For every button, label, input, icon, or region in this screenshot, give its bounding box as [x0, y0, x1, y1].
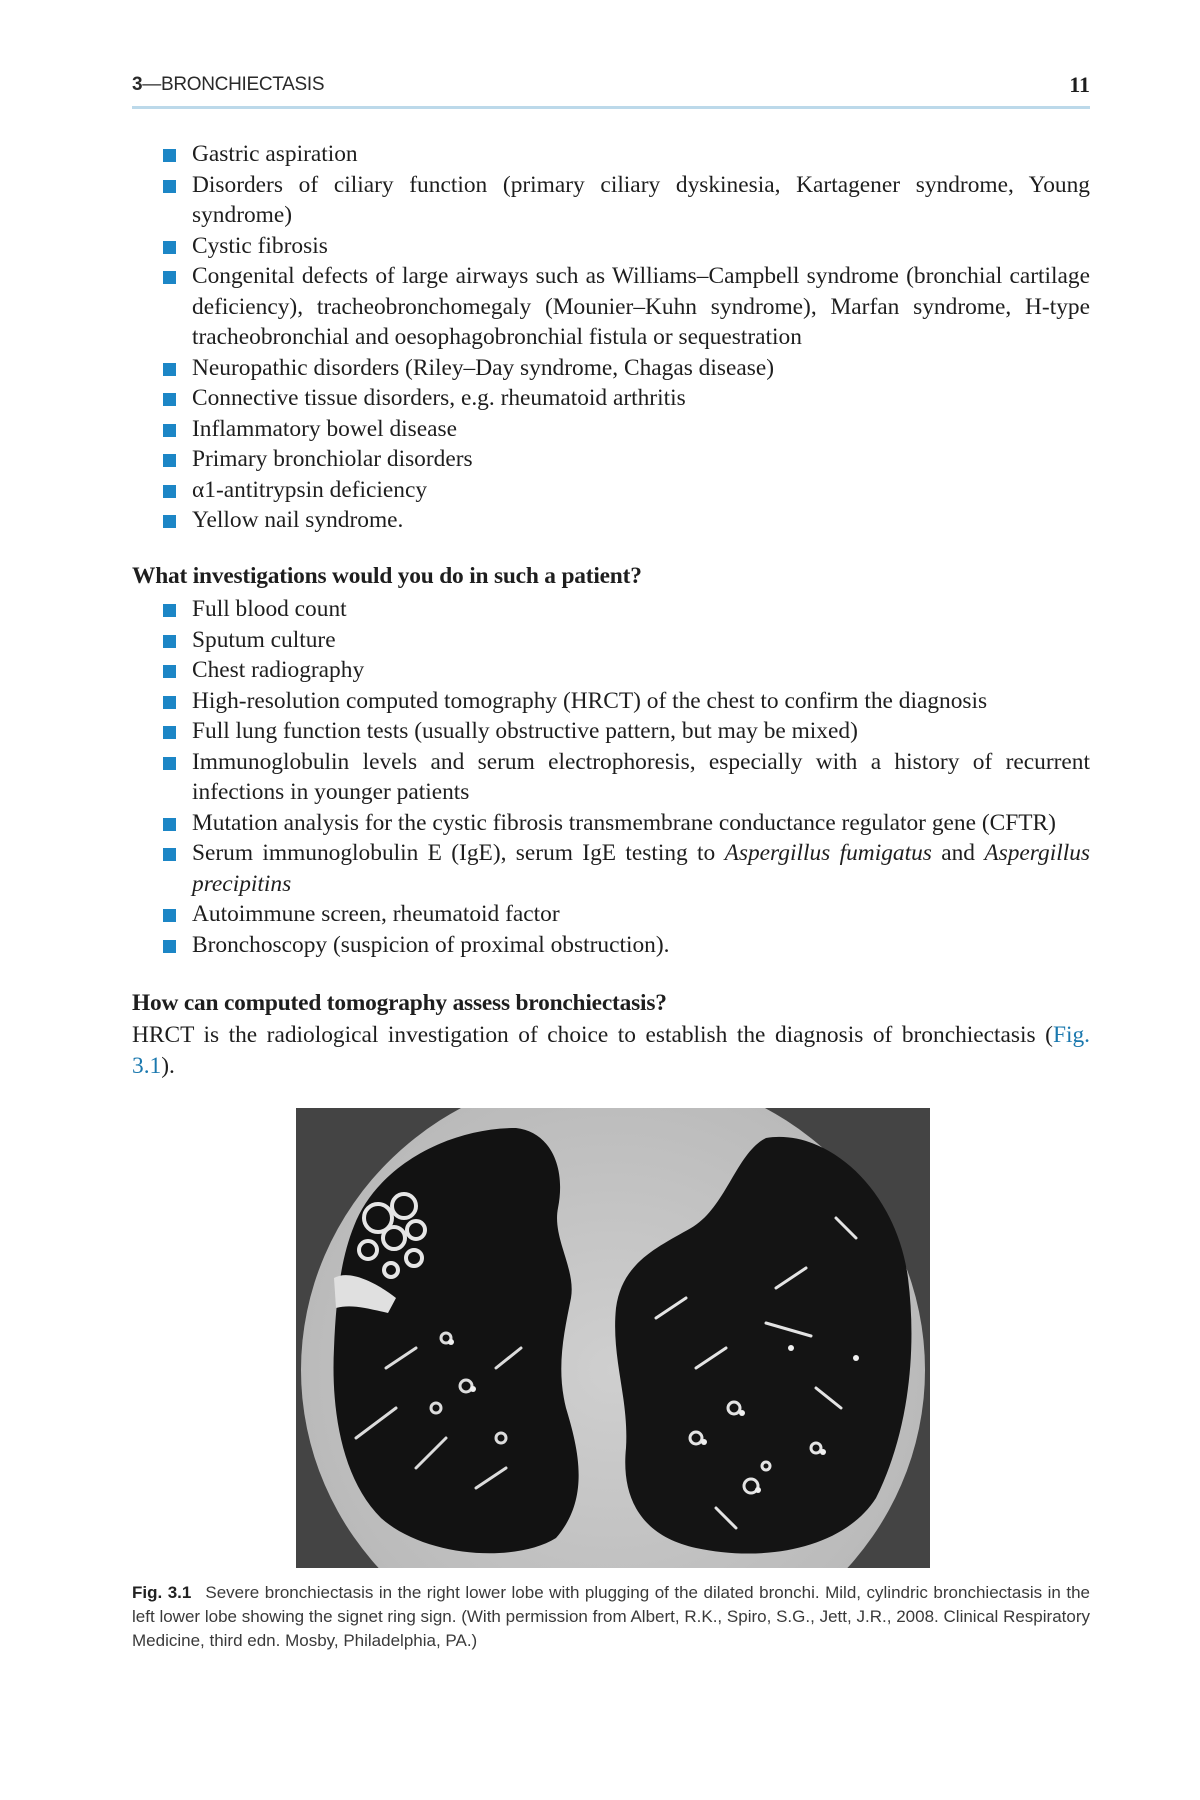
list-item: Immunoglobulin levels and serum electrophoresis, especially with a history of recurrent infections in younger patients	[160, 747, 1090, 808]
list-item: High-resolution computed tomography (HRCT) of the chest to confirm the diagnosis	[160, 686, 1090, 717]
list-item: Inflammatory bowel disease	[160, 414, 1090, 445]
page-number: 11	[1069, 72, 1090, 97]
organism-name: Aspergillus fumigatus	[724, 840, 932, 866]
list-item: Sputum culture	[160, 625, 1090, 656]
list-item: Primary bronchiolar disorders	[160, 444, 1090, 475]
ige-text: and	[931, 840, 985, 866]
list-item: Disorders of ciliary function (primary ciliary dyskinesia, Kartagener syndrome, Young syndrome)	[160, 170, 1090, 231]
answer-paragraph	[132, 1020, 1090, 1081]
list-item: Connective tissue disorders, e.g. rheumatoid arthritis	[160, 383, 1090, 414]
page-header	[132, 72, 1090, 109]
section-heading-ct: How can computed tomography assess bronchiectasis?	[132, 990, 667, 1016]
answer-text: HRCT is the radiological investigation of choice to establish the diagnosis of bronchiectasis (	[132, 1022, 1053, 1048]
running-head	[132, 74, 324, 96]
figure-caption-text: Severe bronchiectasis in the right lower lobe with plugging of the dilated bronchi. Mild, cylindric bronchiectasis in the left lower lobe showing the signet ring sign. (With permission from Albert, R.K., Spiro, S.G., Jett, J.R., 2008. Clinical Respiratory Medicine, third edn. Mosby, Philadelphia, PA.)	[132, 1583, 1090, 1650]
list-item: Full blood count	[160, 594, 1090, 625]
list-item: Cystic fibrosis	[160, 231, 1090, 262]
ige-text: Serum immunoglobulin E (IgE), serum IgE testing to	[192, 840, 725, 866]
list-item: Chest radiography	[160, 655, 1090, 686]
chapter-title: —BRONCHIECTASIS	[142, 74, 325, 95]
figure-link[interactable]: Fig. 3.1	[132, 1022, 1090, 1079]
figure-caption	[132, 1581, 1090, 1653]
causes-list	[160, 139, 1090, 536]
ct-scan-image	[296, 1108, 930, 1568]
investigations-list	[160, 594, 1090, 960]
organism-name: Aspergillus precipitins	[192, 840, 1091, 897]
list-item: α1-antitrypsin deficiency	[160, 475, 1090, 506]
list-item	[160, 838, 1090, 899]
list-item: Bronchoscopy (suspicion of proximal obstruction).	[160, 930, 1090, 961]
chapter-number: 3	[132, 74, 143, 95]
answer-text-end: ).	[161, 1052, 175, 1079]
section-heading-investigations: What investigations would you do in such a patient?	[132, 563, 642, 589]
list-item: Mutation analysis for the cystic fibrosis transmembrane conductance regulator gene (CFTR)	[160, 808, 1090, 839]
list-item: Congenital defects of large airways such as Williams–Campbell syndrome (bronchial cartilage deficiency), tracheobronchomegaly (Mounier–Kuhn syndrome), Marfan syndrome, H-type tracheobronchial and oesophagobronchial fistula or sequestration	[160, 261, 1090, 353]
figure-label: Fig. 3.1	[132, 1583, 192, 1602]
list-item: Yellow nail syndrome.	[160, 505, 1090, 536]
list-item: Neuropathic disorders (Riley–Day syndrome, Chagas disease)	[160, 353, 1090, 384]
list-item: Gastric aspiration	[160, 139, 1090, 170]
list-item: Autoimmune screen, rheumatoid factor	[160, 899, 1090, 930]
list-item: Full lung function tests (usually obstructive pattern, but may be mixed)	[160, 716, 1090, 747]
